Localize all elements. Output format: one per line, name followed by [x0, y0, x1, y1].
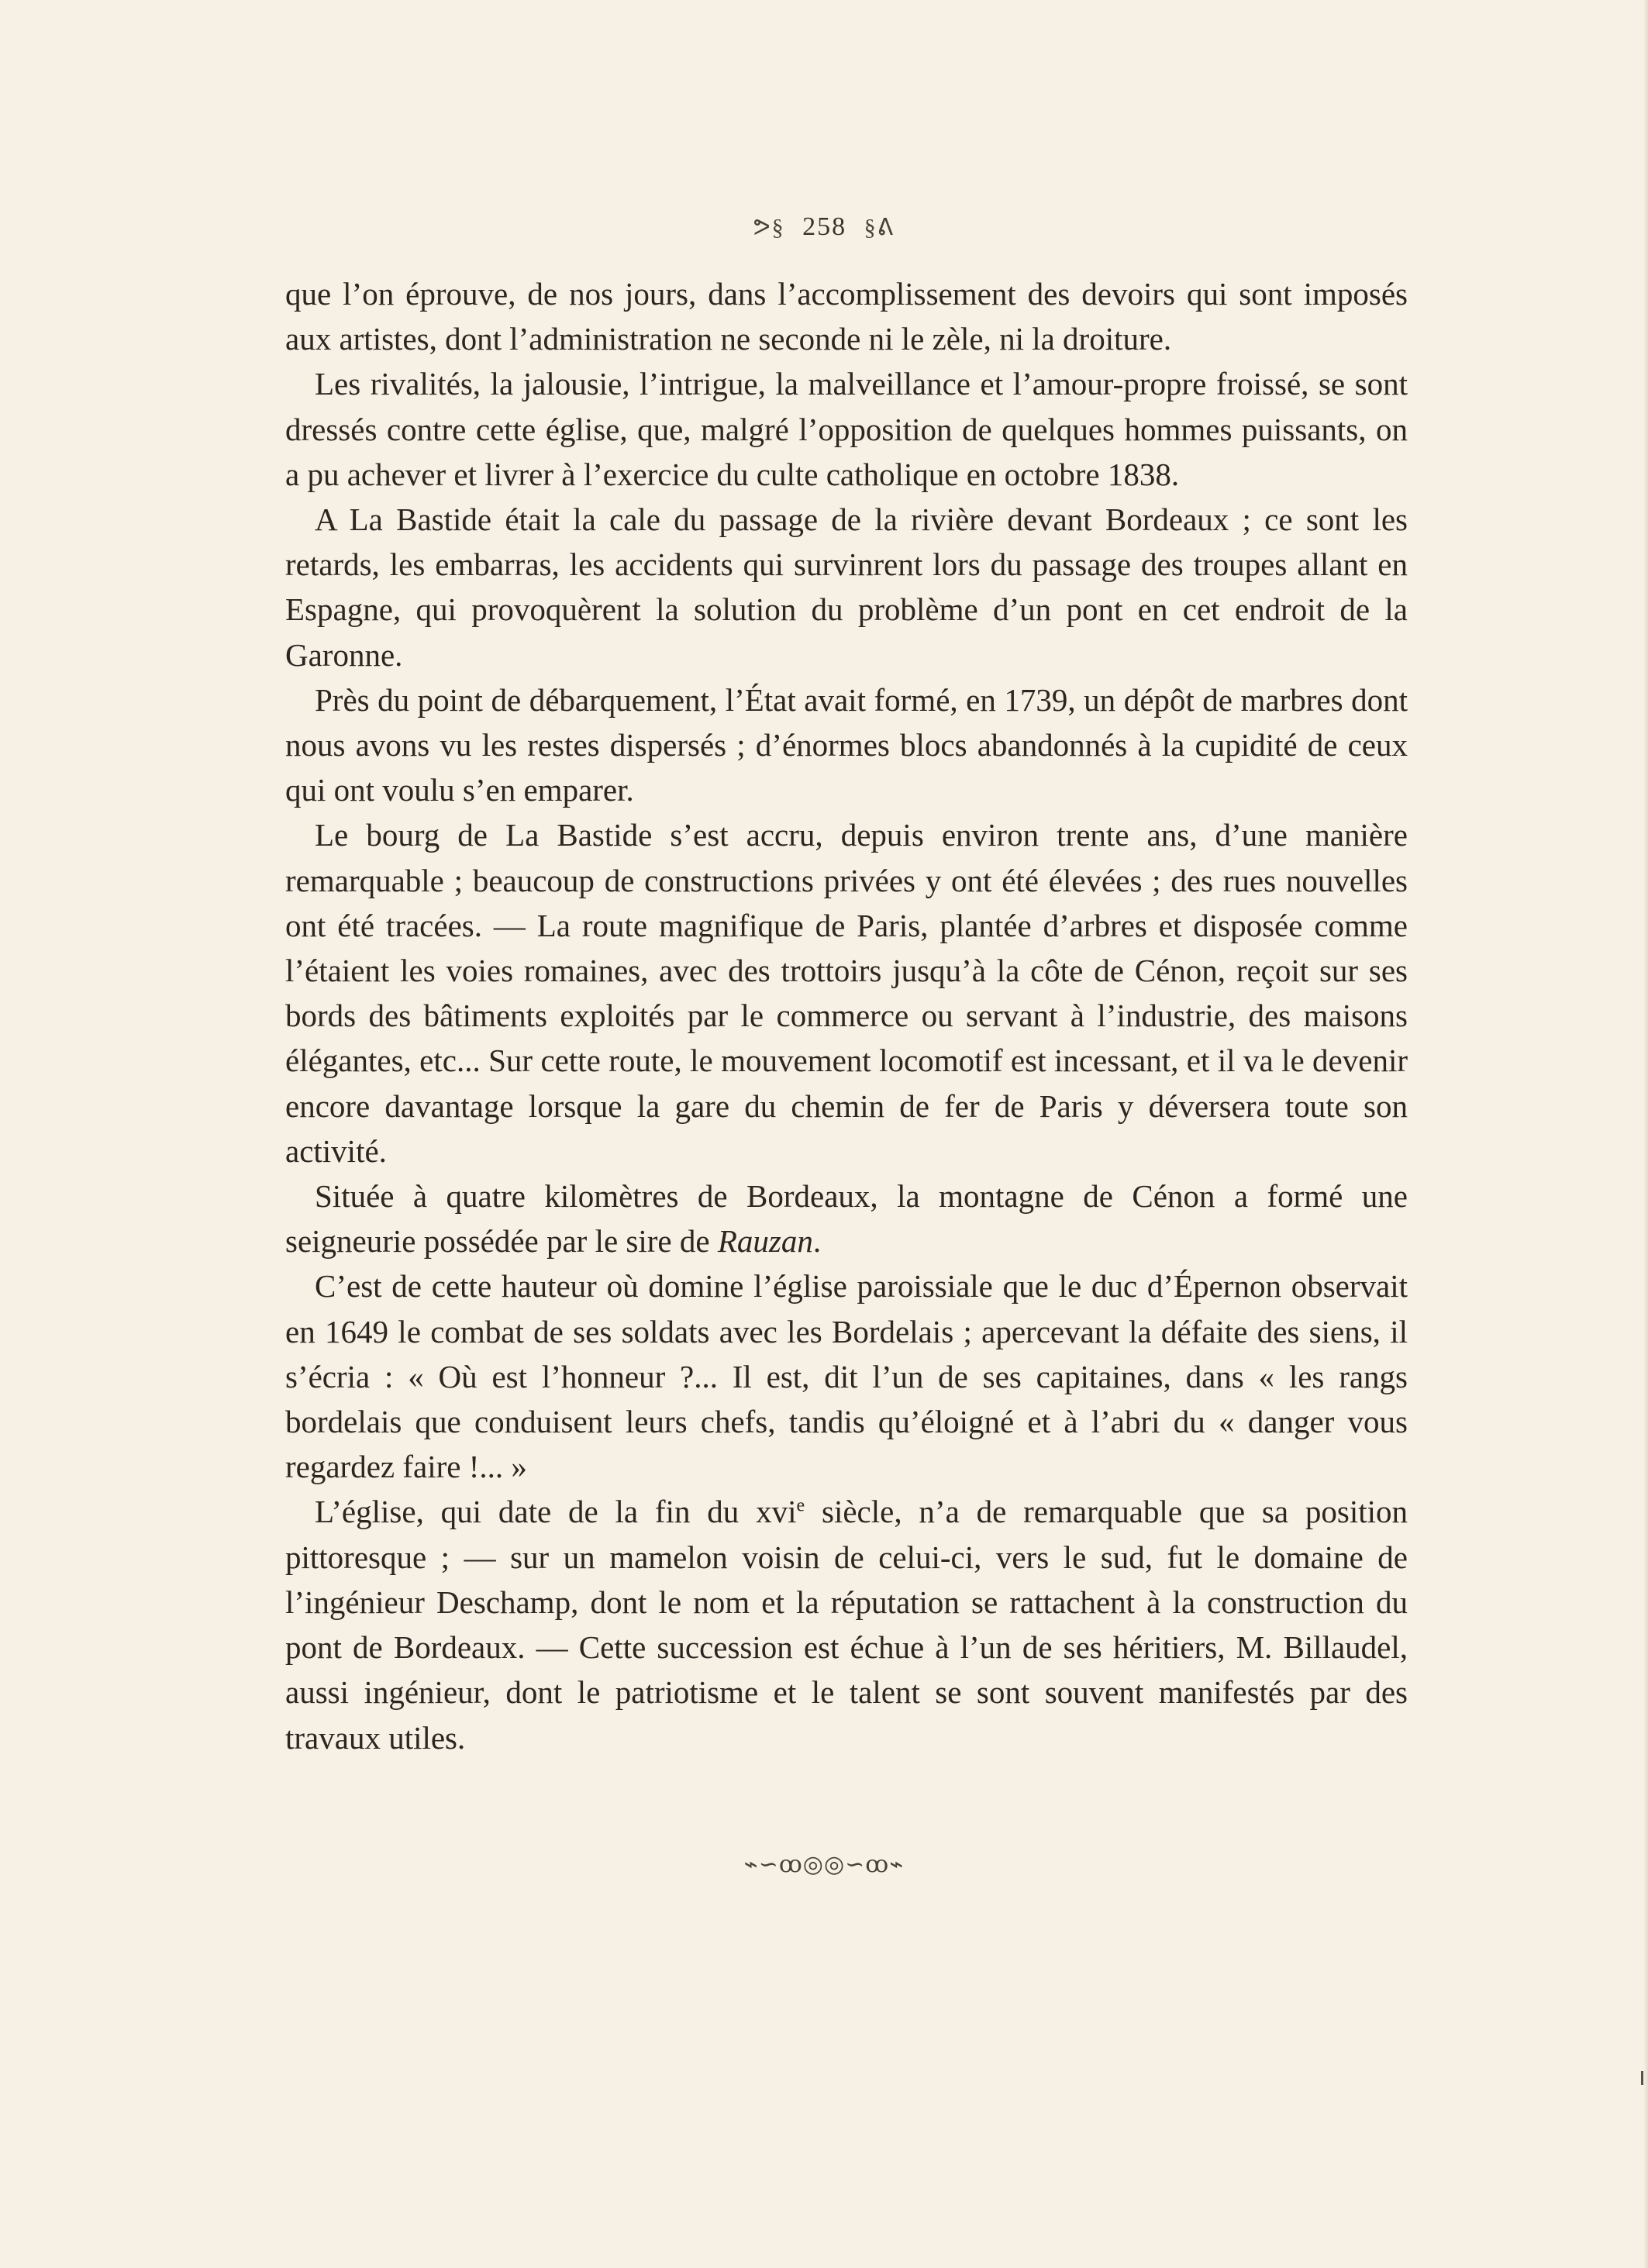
paragraph-7: C’est de cette hauteur où domine l’église paroissiale que le duc d’Épernon observait en 1649 le combat de ses soldats avec les Bordelais ; apercevant la défaite des siens, il s’écria : « Où est l’honneur ?... Il est, dit l’un de ses capitaines, dans « les rangs bordelais que conduisent leurs chefs, tandis qu’éloigné et à l’abri du « danger vous regardez faire !... » [285, 1268, 1408, 1485]
paragraph-3: A La Bastide était la cale du passage de la rivière devant Bordeaux ; ce sont les retards, les embarras, les accidents qui survinrent lors du passage des troupes allant en Espagne, qui provoquèrent la solution du problème d’un pont en cet endroit de la Garonne. [285, 502, 1408, 673]
margin-mark [1641, 2071, 1643, 2085]
paragraph-8-start: L’église, qui date de la fin du xvi [315, 1494, 797, 1530]
page-header [0, 211, 1648, 242]
paragraph-6-end: . [812, 1223, 822, 1260]
left-header-ornament: ᕗ§ [753, 214, 785, 240]
paragraph-8 [285, 1489, 1408, 1760]
paragraph-1: que l’on éprouve, de nos jours, dans l’accomplissement des devoirs qui sont imposés aux artistes, dont l’administration ne seconde ni le zèle, ni la droiture. [285, 276, 1408, 357]
paragraph-6 [285, 1174, 1408, 1263]
footer-ornament: ⌁∽ꝏ◎◎∽ꝏ⌁ [743, 1852, 905, 1877]
page-edge-shadow [1643, 0, 1648, 2268]
paragraph-4: Près du point de débarquement, l’État avait formé, en 1739, un dépôt de marbres dont nous avons vu les restes dispersés ; d’énormes blocs abandonnés à la cupidité de ceux qui ont voulu s’en emparer. [285, 681, 1408, 808]
century-superscript: e [796, 1495, 805, 1516]
page-number: 258 [802, 212, 847, 242]
paragraph-2: Les rivalités, la jalousie, l’intrigue, la malveillance et l’amour-propre froissé, se sont dressés contre cette église, que, malgré l’opposition de quelques hommes puissants, on a pu achever et livrer à l’exercice du culte catholique en octobre 1838. [285, 366, 1408, 492]
italic-name-rauzan: Rauzan [717, 1223, 813, 1260]
right-header-ornament: §ᕕ [864, 214, 895, 240]
body-text [285, 271, 1408, 1760]
paragraph-8-rest: siècle, n’a de remarquable que sa position pittoresque ; — sur un mamelon voisin de celui-ci, vers le sud, fut le domaine de l’ingénieur Deschamp, dont le nom et la réputation se rattachent à la construction du pont de Bordeaux. — Cette succession est échue à l’un de ses héritiers, M. Billaudel, aussi ingénieur, dont le patriotisme et le talent se sont souvent manifestés par des travaux utiles. [285, 1494, 1408, 1756]
paragraph-6-text: Située à quatre kilomètres de Bordeaux, la montagne de Cénon a formé une seigneurie possédée par le sire de [285, 1178, 1408, 1260]
paragraph-5: Le bourg de La Bastide s’est accru, depuis environ trente ans, d’une manière remarquable ; beaucoup de constructions privées y ont été élevées ; des rues nouvelles ont été tracées. — La route magnifique de Paris, plantée d’arbres et disposée comme l’étaient les voies romaines, avec des trottoirs jusqu’à la côte de Cénon, reçoit sur ses bords des bâtiments exploités par le commerce ou servant à l’industrie, des maisons élégantes, etc... Sur cette route, le mouvement locomotif est incessant, et il va le devenir encore davantage lorsque la gare du chemin de fer de Paris y déversera toute son activité. [285, 817, 1408, 1169]
